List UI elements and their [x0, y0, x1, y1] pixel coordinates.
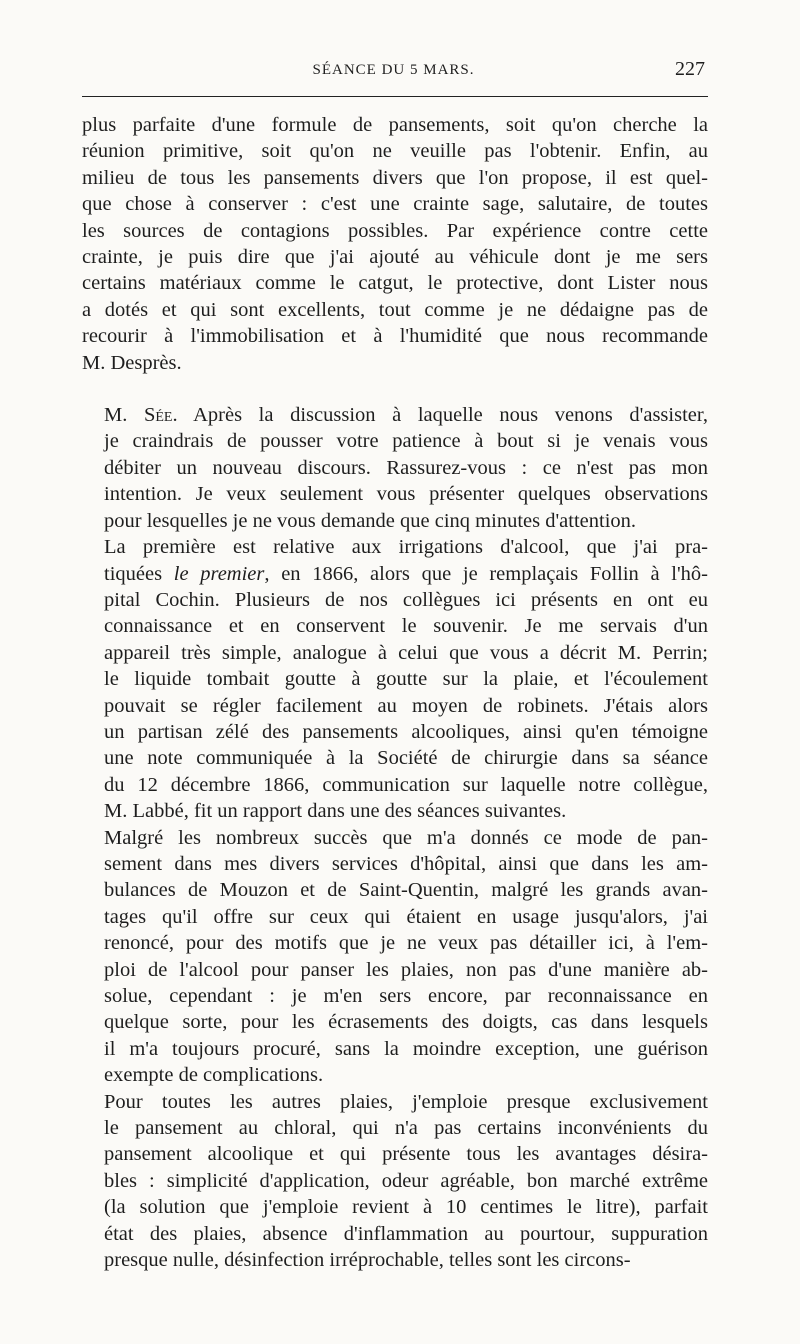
text-line: solue, cependant : je m'en sers encore, par reconnaissance en — [104, 985, 708, 1007]
text-line: pansement alcoolique et qui présente tous les avantages désira- — [104, 1143, 708, 1166]
paragraph — [82, 402, 708, 534]
text-line: intention. Je veux seulement vous présenter quelques observations — [104, 483, 708, 506]
text-line: que chose à conserver : c'est une crainte sage, salutaire, de toutes — [82, 193, 708, 216]
text-line: (la solution que j'emploie revient à 10 centimes le litre), parfait — [104, 1196, 708, 1219]
text-line: une note communiquée à la Société de chirurgie dans sa séance — [104, 747, 708, 770]
text-line: état des plaies, absence d'inflammation au pourtour, suppuration — [104, 1222, 708, 1245]
text-line: M. Labbé, fit un rapport dans une des séances suivantes. — [104, 800, 567, 823]
text-line: plus parfaite d'une formule de pansements, soit qu'on cherche la — [82, 114, 708, 136]
text-line: certains matériaux comme le catgut, le protective, dont Lister nous — [82, 272, 708, 295]
text-line: il m'a toujours procuré, sans la moindre exception, une guérison — [104, 1037, 708, 1060]
text-line: bles : simplicité d'application, odeur agréable, bon marché extrême — [104, 1169, 708, 1192]
text-line: a dotés et qui sont excellents, tout comme je ne dédaigne pas de — [82, 298, 708, 321]
paragraph — [82, 112, 708, 376]
text-line: Pour toutes les autres plaies, j'emploie presque exclusivement — [104, 1090, 708, 1113]
text-line: recourir à l'immobilisation et à l'humidité que nous recommande — [82, 325, 708, 348]
text-line: un partisan zélé des pansements alcooliques, ainsi qu'en témoigne — [104, 720, 708, 743]
text-line: presque nulle, désinfection irréprochable, telles sont les circons- — [104, 1249, 631, 1272]
text-line: connaissance et en conservent le souvenir. Je me servais d'un — [104, 615, 708, 638]
italic-text: le premier — [173, 562, 265, 585]
text-line: pour lesquelles je ne vous demande que cinq minutes d'attention. — [104, 509, 637, 532]
text-line: crainte, je puis dire que j'ai ajouté au véhicule dont je me sers — [82, 246, 708, 269]
text-line: milieu de tous les pansements divers que l'on propose, il est quel- — [82, 166, 708, 189]
text-line: du 12 décembre 1866, communication sur laquelle notre collègue, — [104, 773, 708, 796]
paragraph — [82, 825, 708, 1089]
text-line: bulances de Mouzon et de Saint-Quentin, malgré les grands avan- — [104, 879, 708, 902]
running-title: SÉANCE DU 5 MARS. — [312, 62, 475, 78]
text-line: débiter un nouveau discours. Rassurez-vous : ce n'est pas mon — [104, 456, 708, 479]
text-line: La première est relative aux irrigations d'alcool, que j'ai pra- — [104, 536, 708, 559]
text-line: M. Sée. Après la discussion à laquelle nous venons d'assister, — [104, 404, 708, 427]
text-line: quelque sorte, pour les écrasements des doigts, cas dans lesquels — [104, 1011, 708, 1034]
paragraph — [82, 534, 708, 824]
paragraph — [82, 1089, 708, 1274]
text-line: ploi de l'alcool pour panser les plaies, non pas d'une manière ab- — [104, 958, 708, 981]
text-line: exempte de complications. — [104, 1064, 324, 1087]
text-line: renoncé, pour des motifs que je ne veux pas détailler ici, à l'em- — [104, 932, 708, 955]
text-line: tiquées le premier, en 1866, alors que je remplaçais Follin à l'hô- — [104, 562, 708, 585]
text-line: pouvait se régler facilement au moyen de robinets. J'étais alors — [104, 694, 708, 717]
header-rule — [82, 96, 708, 97]
text-line: réunion primitive, soit qu'on ne veuille pas l'obtenir. Enfin, au — [82, 140, 708, 163]
text-line: tages qu'il offre sur ceux qui étaient en usage jusqu'alors, j'ai — [104, 905, 708, 928]
speaker-name: M. Sée. — [104, 404, 178, 427]
text-line: M. Desprès. — [82, 351, 182, 374]
text-line: les sources de contagions possibles. Par expérience contre cette — [82, 219, 708, 242]
text-line: appareil très simple, analogue à celui que vous a décrit M. Perrin; — [104, 641, 708, 664]
text-line: pital Cochin. Plusieurs de nos collègues ici présents en ont eu — [104, 588, 708, 611]
body-text — [82, 112, 708, 1273]
page-header — [82, 56, 705, 86]
text-line: sement dans mes divers services d'hôpital, ainsi que dans les am- — [104, 852, 708, 875]
text-line: le liquide tombait goutte à goutte sur la plaie, et l'écoulement — [104, 668, 708, 691]
text-line: le pansement au chloral, qui n'a pas certains inconvénients du — [104, 1117, 708, 1140]
page-number: 227 — [675, 58, 705, 80]
text-line: Malgré les nombreux succès que m'a donnés ce mode de pan- — [104, 826, 708, 849]
text-line: je craindrais de pousser votre patience à bout si je venais vous — [104, 430, 708, 453]
